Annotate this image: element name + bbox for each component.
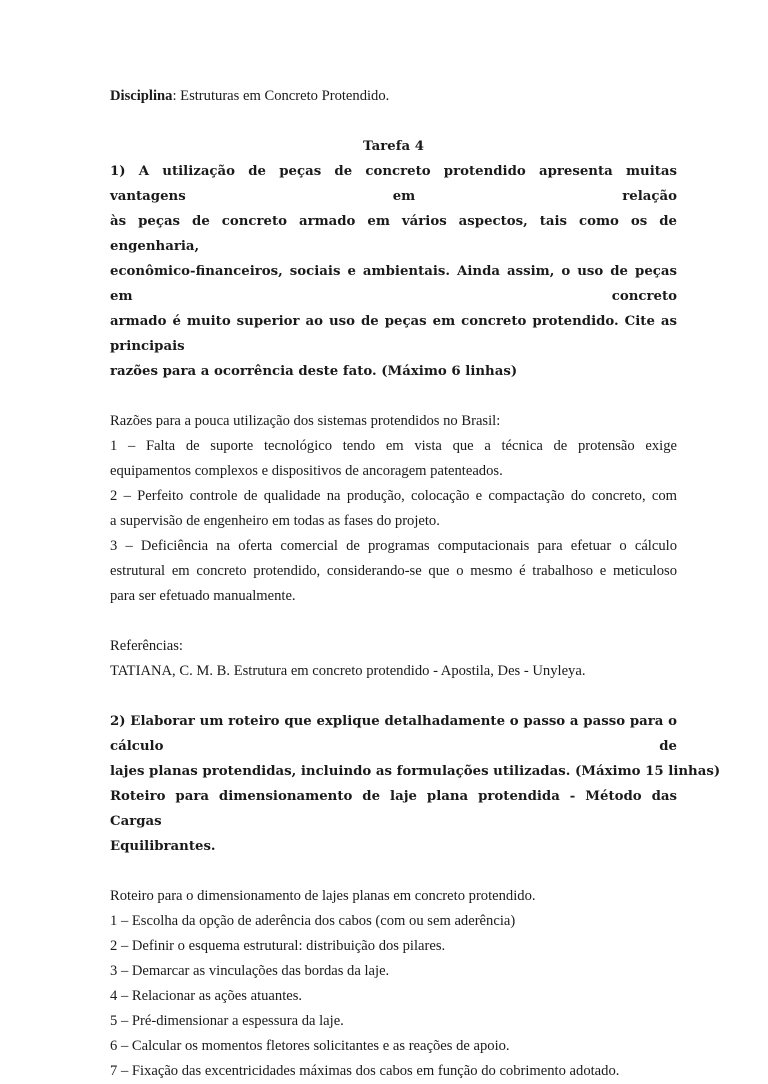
question1-line-1: 1) A utilização de peças de concreto protendido apresenta muitas vantagens em relação (110, 164, 677, 204)
spacer (110, 609, 677, 634)
answer1-line-2: equipamentos complexos e dispositivos de ancoragem patenteados. (110, 463, 503, 479)
answer1-line-1: 1 – Falta de suporte tecnológico tendo em vista que a técnica de protensão exige (110, 438, 677, 454)
spacer (110, 109, 677, 134)
references-label: Referências: (110, 638, 183, 654)
discipline-line (110, 84, 677, 109)
answer2-step-7: 7 – Fixação das excentricidades máximas dos cabos em função do cobrimento adotado. (110, 1063, 620, 1079)
discipline-value: : Estruturas em Concreto Protendido. (172, 88, 390, 104)
question2-line-2: lajes planas protendidas, incluindo as formulações utilizadas. (Máximo 15 linhas) (110, 764, 721, 779)
answer1-line-3: 2 – Perfeito controle de qualidade na produção, colocação e compactação do concreto, com (110, 488, 677, 504)
question1-line-4: armado é muito superior ao uso de peças em concreto protendido. Cite as principais (110, 314, 677, 354)
question1-line-5: razões para a ocorrência deste fato. (Máximo 6 linhas) (110, 364, 518, 379)
answer2-intro: Roteiro para o dimensionamento de lajes planas em concreto protendido. (110, 888, 536, 904)
answer2-step-3: 3 – Demarcar as vinculações das bordas da laje. (110, 963, 390, 979)
spacer (110, 684, 677, 709)
answer1-line-6: estrutural em concreto protendido, considerando-se que o mesmo é trabalhoso e meticuloso (110, 563, 677, 579)
discipline-label: Disciplina (110, 88, 173, 104)
answer1-line-7: para ser efetuado manualmente. (110, 588, 296, 604)
question1-line-3: econômico-financeiros, sociais e ambientais. Ainda assim, o uso de peças em concreto (110, 264, 677, 304)
question2-line-4: Equilibrantes. (110, 839, 216, 854)
answer2-step-5: 5 – Pré-dimensionar a espessura da laje. (110, 1013, 344, 1029)
answer2-step-6: 6 – Calcular os momentos fletores solicitantes e as reações de apoio. (110, 1038, 510, 1054)
answer1-intro: Razões para a pouca utilização dos sistemas protendidos no Brasil: (110, 413, 501, 429)
answer1-line-4: a supervisão de engenheiro em todas as fases do projeto. (110, 513, 440, 529)
document-page (110, 84, 721, 1084)
question2-line-1: 2) Elaborar um roteiro que explique detalhadamente o passo a passo para o cálculo de (110, 714, 677, 754)
references-entry: TATIANA, C. M. B. Estrutura em concreto protendido - Apostila, Des - Unyleya. (110, 663, 586, 679)
question1-line-2: às peças de concreto armado em vários aspectos, tais como os de engenharia, (110, 214, 677, 254)
answer2-step-4: 4 – Relacionar as ações atuantes. (110, 988, 303, 1004)
question2-line-3: Roteiro para dimensionamento de laje plana protendida - Método das Cargas (110, 789, 677, 829)
task-title: Tarefa 4 (363, 139, 424, 154)
answer1-line-5: 3 – Deficiência na oferta comercial de programas computacionais para efetuar o cálculo (110, 538, 677, 554)
answer2-step-1: 1 – Escolha da opção de aderência dos cabos (com ou sem aderência) (110, 913, 516, 929)
spacer (110, 859, 677, 884)
spacer (110, 384, 677, 409)
answer2-step-2: 2 – Definir o esquema estrutural: distribuição dos pilares. (110, 938, 446, 954)
